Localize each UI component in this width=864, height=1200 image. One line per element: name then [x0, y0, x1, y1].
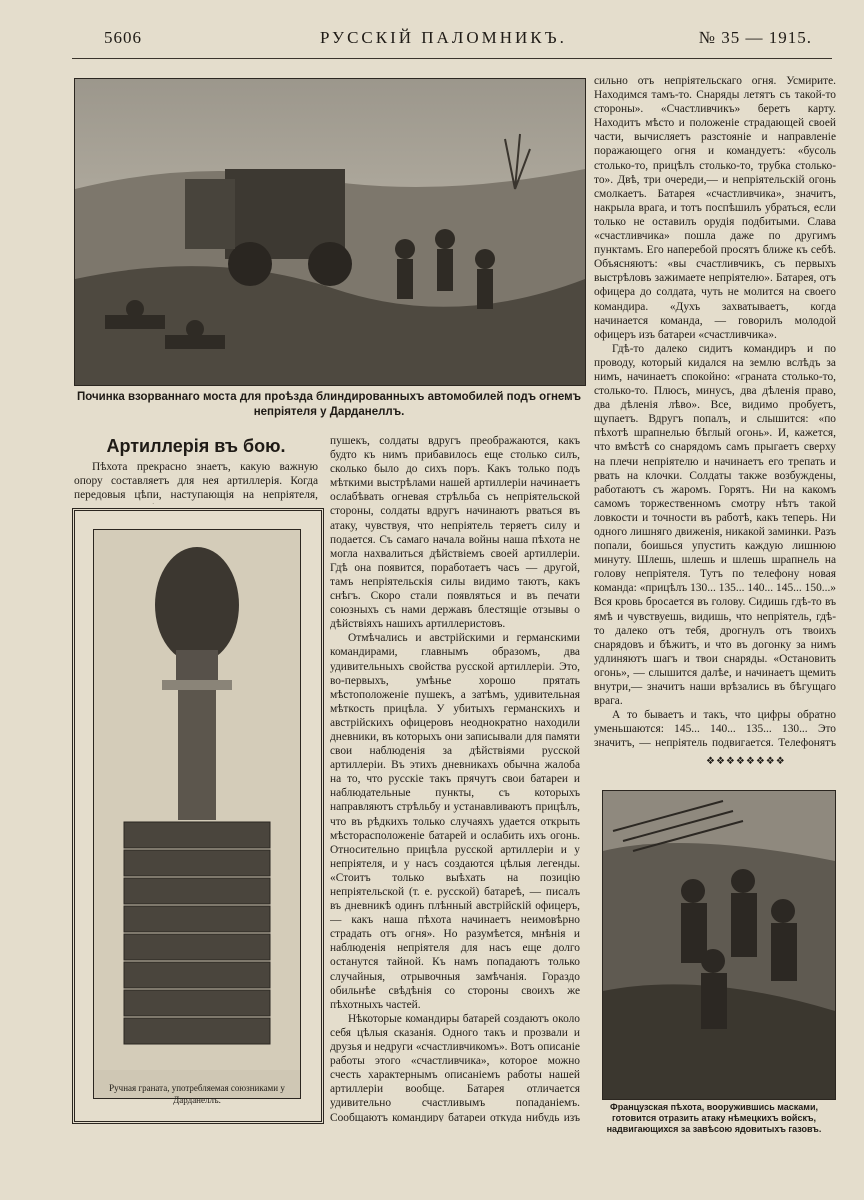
- top-photo-caption-line2: непріятеля у Дарданеллъ.: [253, 406, 405, 418]
- article-title: Артиллерія въ бою.: [106, 436, 286, 456]
- infantry-trench-illustration: [603, 791, 835, 1099]
- paragraph: Гдѣ-то далеко сидитъ командиръ и по проводу, который кидался на землю вслѣдъ за нимъ, начинаетъ спокойно: «граната столько-то, столько-то. Плюсъ, минусъ, два дѣленія право, два дѣленія лѣво». Все, видимо пробуетъ, щупаетъ. Вдругъ попалъ, и слышится: «по пѣхотѣ шрапнелью бѣглый огонь». И, кажется, что вмѣстѣ со снарядомъ самъ прыгаетъ сверху на плечи непріятелю и начинаетъ его трепать и рвать на клочки. Солдаты также возбуждены, работаютъ съ жаромъ. Горятъ. Ни на какомъ самомъ торжественномъ смотру нѣтъ такой ловкости и точности въ работѣ, какъ теперь. Ни одного лишняго движенія, никакой заминки. Разъ попали, боишься упустить каждую лишнюю минуту. Шлешь, шлешь и шлешь шрапнель на голову непріятеля. Тутъ по телефону новая команда: «прицѣлъ 130... 135... 140... 145... 150...» Вся кровь бросается въ голову. Сидишь гдѣ-то въ ямѣ и чувствуешь, видишь, что непріятель, гдѣ-то далеко отъ тебя, дрогнулъ отъ твоихъ снарядовъ и бѣжитъ, и что въ догонку за нимъ удлиняютъ шагъ и твои снаряды. «Остановить огонь», — слышится далѣе, и начинаетъ щемить внутри,— значитъ наши врѣзались въ бѣгущаго врага.: [594, 342, 836, 708]
- paragraph: пушекъ, солдаты вдругъ преображаются, какъ будто къ нимъ прибавилось еще столько силъ, сколько было до сихъ поръ. Какъ только подъ мѣткими выстрѣлами нашей артиллеріи начинаетъ ослабѣвать огневая стрѣльба съ непріятельской стороны, солдаты вдругъ начинаютъ рваться въ атаку, чувствуя, что непріятель теряетъ силу и подается. Съ самаго начала войны наша пѣхота не могла нахвалиться дѣйствіемъ своей артиллеріи. Гдѣ она появится, поработаетъ часъ — другой, тамъ непріятельскія силы видимо таютъ, какъ снѣгъ. Скоро стали появляться и въ печати союзныхъ съ нами державъ блестящіе отзывы о дѣйствіяхъ нашихъ артиллеристовъ.: [330, 435, 580, 631]
- page-number: 5606: [104, 28, 142, 47]
- french-infantry-masks-photo: [602, 790, 836, 1100]
- section-ornament: ❖❖❖❖❖❖❖❖: [706, 756, 786, 767]
- paragraph: Нѣкоторые командиры батарей создаютъ около себя цѣлыя сказанія. Одного такъ и прозвали и друзья и недруги «счастливчикомъ». Вотъ описаніе работы этого «счастливчика», которое можно счесть характернымъ описаніемъ работы нашей артиллеріи вообще. Батарея отличается удивительно счастливымъ попаданіемъ. Сообщаютъ командиру батареи откуда нибудь изъ: [330, 1012, 580, 1122]
- column-left: [74, 460, 318, 504]
- armored-cars-bridge-photo: [74, 78, 586, 386]
- issue-number: № 35 — 1915.: [698, 28, 812, 47]
- column-middle: [330, 434, 580, 1122]
- grenade-caption: Ручная граната, употребляемая союзниками у Дарданеллъ.: [109, 1083, 285, 1105]
- paragraph: сильно отъ непріятельскаго огня. Усмирите. Находимся тамъ-то. Снаряды летятъ съ такой-то стороны». «Счастливчикъ» беретъ карту. Находитъ мѣсто и положеніе страдающей своей части, вычисляетъ разстояніе и направленіе поражающего огня и командуетъ: «бусоль столько-то, прицѣлъ столько-то, трубка столько-то». Двѣ, три очереди,— и непріятельскій огонь смолкаетъ. Батарея «счастливчика», значитъ, накрыла врага, и тотъ поспѣшилъ убраться, если только не оставилъ орудія подбитыми. Слава «счастливчика» пошла даже по другимъ пунктамъ. Его наперебой просятъ ближе къ себѣ. Объясняютъ: «вы счастливчикъ, съ первыхъ выстрѣловъ зажимаете непріятелю». Батарея, отъ офицера до солдата, чуть не молится на своего командира. «Духъ захватываетъ, когда начинается команда, — говорилъ молодой офицеръ изъ батареи «счастливчика».: [594, 75, 836, 341]
- grenade-figure-frame: [72, 508, 324, 1124]
- column-right: [594, 74, 836, 750]
- paragraph: Отмѣчались и австрійскими и германскими командирами, главнымъ образомъ, два удивительныхъ свойства русской артиллеріи. Это, во-первыхъ, умѣнье хорошо прятать мѣстоположеніе пушекъ, а затѣмъ, удивительная мѣткость прицѣла. У убитыхъ германскихъ и австрійскихъ офицеровъ неоднократно находили дневники, въ которыхъ они записывали для памяти свои наблюденія за дѣйствіями русской артиллеріи. Въ этихъ дневникахъ обычна жалоба на то, что русскіе такъ прячутъ свои батареи и наблюдательные пункты, съ которыхъ направляютъ стрѣльбу и устанавливаютъ прицѣлъ, что въ рѣдкихъ только случаяхъ удается открыть мѣсторасположеніе батарей и ослабить ихъ огонь. Относительно прицѣла русской артиллеріи и у непріятеля, и у насъ создаются цѣлыя легенды. «Стоитъ только выѣхать на позицію непріятельской (т. е. русской) батареѣ, — писалъ въ дневникѣ одинъ плѣнный австрійскій офицеръ,— какъ наша пѣхота начинаетъ неимовѣрно страдать отъ огня». Но разумѣется, мнѣнія и наблюденія непріятеля для насъ еще долго останутся тайной. Къ намъ попадаютъ только случайныя, отрывочныя замѣчанія. Гораздо обильнѣе свѣдѣнія со стороны своихъ же пѣхотныхъ частей.: [330, 632, 580, 1011]
- page-header: [0, 28, 864, 58]
- grenade-figure: [93, 529, 301, 1105]
- paragraph: А то бываетъ и такъ, что цифры обратно уменьшаются: 145... 140... 135... 130... Это значитъ, — непріятель подвигается. Телефонятъ: [594, 709, 836, 750]
- header-rule: [72, 58, 832, 59]
- paragraph: Пѣхота прекрасно знаетъ, какую важную опору составляетъ для нея артиллерія. Когда передовыя цѣпи, наступающія на непріятеля,: [74, 461, 318, 502]
- top-photo-caption-line1: Починка взорваннаго моста для проѣзда блиндированныхъ автомобилей подъ огнемъ: [76, 391, 582, 403]
- bottom-photo-caption: Французская пѣхота, вооружившись масками, готовится отразить атаку нѣмецкихъ войскъ, надвигающихся за завѣсою ядовитыхъ газовъ.: [606, 1102, 822, 1134]
- hand-grenade-illustration: [94, 530, 300, 1070]
- top-photo-caption: [74, 390, 584, 420]
- armored-cars-illustration: [75, 79, 585, 385]
- journal-title: РУССКІЙ ПАЛОМНИКЪ.: [320, 28, 567, 47]
